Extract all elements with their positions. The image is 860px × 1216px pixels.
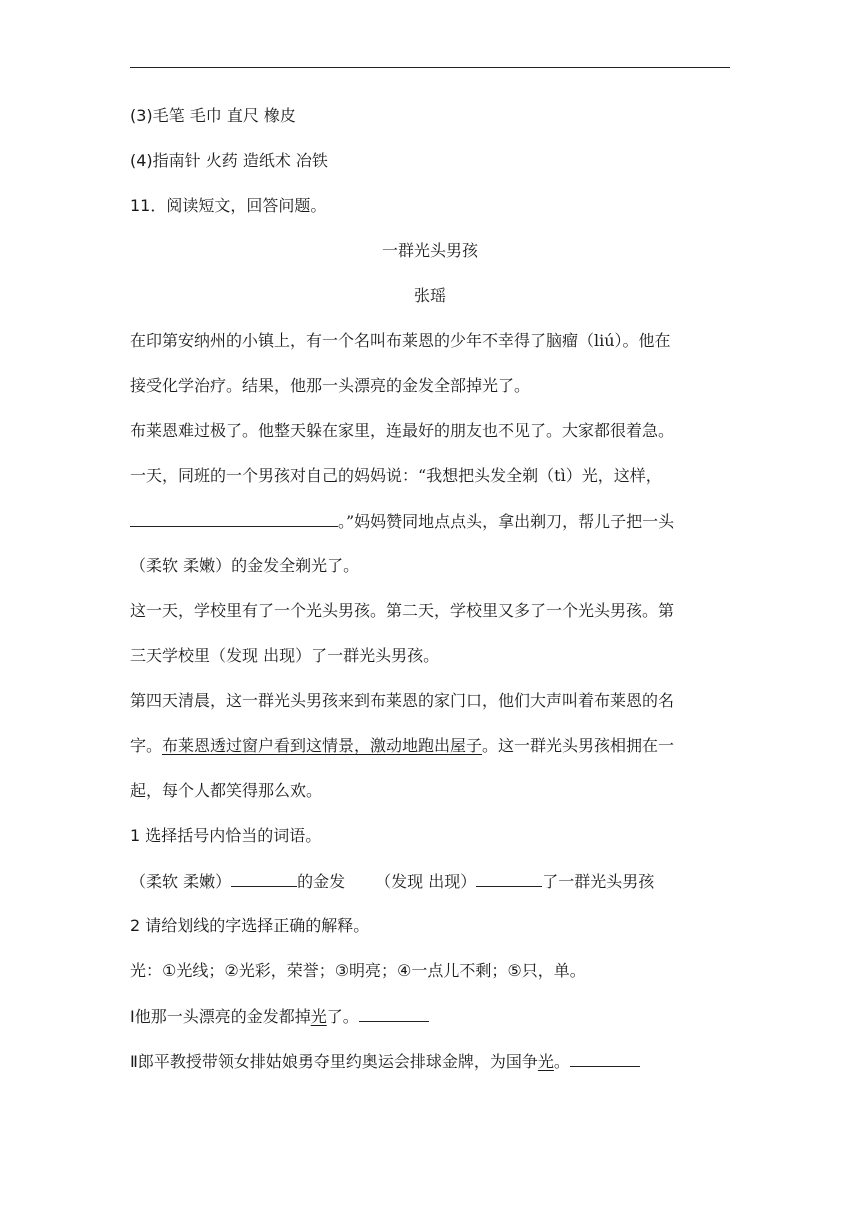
suffix-a: 的金发 bbox=[297, 872, 346, 891]
subquestion-1-row bbox=[130, 870, 654, 893]
passage-line: 三天学校里（发现 出现）了一群光头男孩。 bbox=[130, 646, 440, 665]
header-rule bbox=[130, 67, 730, 68]
question-heading: 11．阅读短文，回答问题。 bbox=[130, 196, 327, 215]
sentence-2 bbox=[130, 1050, 640, 1073]
meanings-list: 光：①光线；②光彩，荣誉；③明亮；④一点儿不剩；⑤只，单。 bbox=[130, 961, 586, 980]
answer-blank[interactable] bbox=[359, 1005, 429, 1022]
sentence-text: Ⅱ郎平教授带领女排姑娘勇夺里约奥运会排球金牌，为国争 bbox=[130, 1052, 538, 1071]
subquestion-1-prompt: 1 选择括号内恰当的词语。 bbox=[130, 826, 322, 845]
list-item-4: (4)指南针 火药 造纸术 冶铁 bbox=[130, 151, 328, 170]
answer-blank[interactable] bbox=[570, 1050, 640, 1067]
option-group-a: （柔软 柔嫩） bbox=[130, 872, 232, 891]
sentence-1 bbox=[130, 1005, 429, 1028]
passage-text: 字。 bbox=[130, 736, 163, 755]
passage-line: 起，每个人都笑得那么欢。 bbox=[130, 781, 323, 800]
passage-line: 第四天清晨，这一群光头男孩来到布莱恩的家门口，他们大声叫着布莱恩的名 bbox=[130, 691, 675, 710]
passage-text: 。这一群光头男孩相拥在一 bbox=[482, 736, 675, 755]
option-group-b: （发现 出现） bbox=[375, 872, 477, 891]
passage-line: （柔软 柔嫩）的金发全剃光了。 bbox=[130, 556, 360, 575]
sentence-text: Ⅰ他那一头漂亮的金发都掉 bbox=[130, 1007, 311, 1026]
answer-blank-b[interactable] bbox=[476, 870, 542, 887]
passage-line: 在印第安纳州的小镇上，有一个名叫布莱恩的少年不幸得了脑瘤（liú）。他在 bbox=[130, 331, 671, 350]
passage-line: 这一天，学校里有了一个光头男孩。第二天，学校里又多了一个光头男孩。第 bbox=[130, 601, 675, 620]
sentence-text: 了。 bbox=[326, 1007, 359, 1026]
underlined-char: 光 bbox=[310, 1007, 327, 1026]
answer-blank[interactable] bbox=[130, 510, 338, 527]
answer-blank-a[interactable] bbox=[231, 870, 297, 887]
passage-title: 一群光头男孩 bbox=[381, 241, 478, 260]
passage-line bbox=[130, 735, 674, 757]
list-item-3: (3)毛笔 毛巾 直尺 橡皮 bbox=[130, 106, 296, 125]
passage-line: 布莱恩难过极了。他整天躲在家里，连最好的朋友也不见了。大家都很着急。 bbox=[130, 421, 675, 440]
underlined-sentence: 布莱恩透过窗户看到这情景，激动地跑出屋子 bbox=[162, 736, 483, 755]
passage-line bbox=[130, 510, 674, 533]
passage-text: 。”妈妈赞同地点点头，拿出剃刀，帮儿子把一头 bbox=[338, 512, 675, 531]
sentence-text: 。 bbox=[553, 1052, 570, 1071]
underlined-char: 光 bbox=[537, 1052, 554, 1071]
passage-line: 接受化学治疗。结果，他那一头漂亮的金发全部掉光了。 bbox=[130, 376, 531, 395]
passage-line: 一天，同班的一个男孩对自己的妈妈说：“我想把头发全剃（tì）光，这样， bbox=[130, 466, 662, 485]
suffix-b: 了一群光头男孩 bbox=[542, 872, 655, 891]
passage-author: 张瑶 bbox=[413, 286, 446, 305]
subquestion-2-prompt: 2 请给划线的字选择正确的解释。 bbox=[130, 916, 370, 935]
